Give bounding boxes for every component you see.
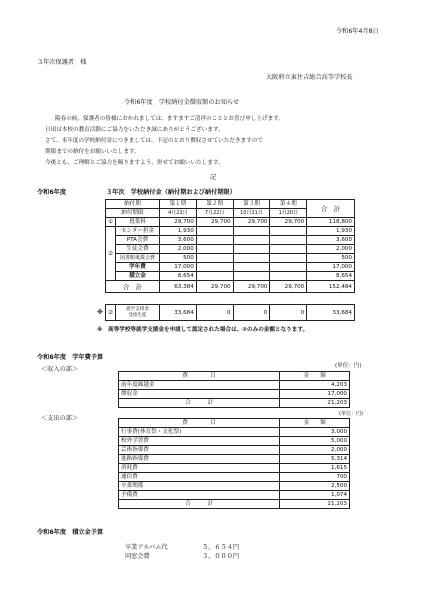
support-total: 33,684 (307, 305, 355, 321)
body-line-4: 期限までの納付をお願いいたします。 (45, 149, 140, 155)
item-first: 2,000 (159, 245, 196, 254)
support-label (116, 305, 160, 321)
item-first: 3,600 (159, 236, 196, 245)
expense-row-label: 校外学習費 (119, 437, 280, 446)
support-2: 0 (196, 305, 233, 321)
item-label: センター担金 (116, 227, 160, 236)
col-label: 納付期 (106, 200, 160, 209)
sum-label: 合 計 (106, 281, 160, 293)
tuition-1: 29,700 (159, 218, 196, 227)
item-total: 500 (307, 254, 355, 263)
item-total: 8,654 (307, 272, 355, 281)
support-mark: ※ (97, 309, 104, 316)
expense-row-amount: 2,000 (280, 446, 350, 455)
body-line-5: 今後とも、ご理解とご協力を賜りますよう、併せてお願いいたします。 (45, 160, 224, 166)
expense-table (118, 418, 350, 509)
unit-label-2: (単位：円) (339, 411, 363, 417)
expense-row-amount: 5,000 (280, 437, 350, 446)
item-first: 500 (159, 254, 196, 263)
item-total: 2,000 (307, 245, 355, 254)
income-table (118, 371, 350, 408)
sum-total: 152,484 (307, 281, 355, 293)
reserve-row-amount: ５，６５４円 (202, 544, 240, 551)
fee-year-label: 令和6年度 (37, 189, 67, 196)
income-row-label: 徴収金 (119, 390, 280, 399)
reserve-row-label: 同窓会費 (125, 553, 150, 560)
income-row-label: 前年度繰越金 (119, 381, 280, 390)
body-line-3: さて、本年度の学校納付金につきましては、下記のとおり徴収させていただきますので (45, 138, 263, 144)
expense-row-label: 消耗費 (119, 464, 280, 473)
ki-mark: 記 (210, 174, 217, 181)
unit-label-1: (単位：円) (335, 363, 362, 369)
support-num: ② (106, 305, 116, 321)
support-label-1: 就学支援金 (125, 306, 149, 312)
period-3: 第３期 (233, 200, 270, 209)
head-item: 費 目 (119, 419, 280, 428)
item-first: 1,930 (159, 227, 196, 236)
deadline-2: 7月22日 (196, 209, 233, 218)
item-label: 生徒会費 (116, 245, 160, 254)
expense-row-amount: 1,074 (280, 491, 350, 500)
tuition-4: 29,700 (270, 218, 307, 227)
income-row-amount: 4,203 (280, 381, 350, 390)
tuition-2: 29,700 (196, 218, 233, 227)
period-2: 第２期 (196, 200, 233, 209)
fee-section-title: ３年次 学校納付金（納付期および納付期限） (106, 189, 236, 196)
deadline-1: 4月22日 (159, 209, 196, 218)
item-total: 3,600 (307, 236, 355, 245)
expense-row-label: 予備費 (119, 491, 280, 500)
period-1: 第１期 (159, 200, 196, 209)
reserve-row-label: 卒業アルバム代 (125, 544, 168, 551)
grade-budget-title: 令和6年度 学年費予算 (37, 354, 104, 361)
item-label: 学年費 (116, 263, 160, 272)
head-item: 費 目 (119, 372, 280, 381)
support-4: 0 (270, 305, 307, 321)
support-3: 0 (233, 305, 270, 321)
reserve-title: 令和6年度 積立金予算 (37, 529, 104, 536)
group2-num: ② (106, 227, 116, 281)
support-1: 33,684 (159, 305, 196, 321)
total-header: 合 計 (307, 200, 355, 218)
expense-label: ＜支出の部＞ (41, 415, 79, 422)
expense-row-label: 卒業関係 (119, 482, 280, 491)
sum-2: 29,700 (196, 281, 233, 293)
item-first: 17,000 (159, 263, 196, 272)
item-total: 1,930 (307, 227, 355, 236)
sum-4: 29,700 (270, 281, 307, 293)
expense-row-label: 通信費 (119, 473, 280, 482)
sender: 大阪府立東住吉総合高等学校長 (266, 74, 353, 81)
tuition-3: 29,700 (233, 218, 270, 227)
expense-row-amount: 3,000 (280, 428, 350, 437)
body-line-2: 日頃は本校の教育活動にご協力をいただき誠にありがとうございます。 (45, 127, 224, 133)
head-amount: 金 額 (280, 372, 350, 381)
date: 令和6年4月8日 (336, 28, 379, 35)
tuition-num: ① (106, 218, 116, 227)
item-label: PTA会費 (116, 236, 160, 245)
body-line-1: 陽春の候、保護者の皆様におかれましては、ますますご清祥のこととお喜び申し上げます。 (55, 116, 284, 122)
item-label: 図書館後援会費 (116, 254, 160, 263)
fee-table (105, 199, 355, 293)
expense-row-amount: 5,314 (280, 455, 350, 464)
expense-row-label: 芸術指導費 (119, 446, 280, 455)
expense-row-amount: 1,615 (280, 464, 350, 473)
income-total: 21,203 (280, 399, 350, 408)
expense-row-amount: 2,500 (280, 482, 350, 491)
support-table (105, 304, 355, 321)
tuition-label: 授業料 (116, 218, 160, 227)
income-label: ＜収入の部＞ (41, 366, 79, 373)
support-label-2: 受給生徒 (128, 312, 147, 318)
item-total: 17,000 (307, 263, 355, 272)
reserve-row-amount: ３，０００円 (202, 553, 240, 560)
sum-3: 29,700 (233, 281, 270, 293)
expense-row-label: 進路指導費 (119, 455, 280, 464)
item-label: 積立金 (116, 272, 160, 281)
expense-row-label: 行事費(体育祭・文化祭) (119, 428, 280, 437)
expense-total: 21,203 (280, 500, 350, 509)
tuition-total: 118,800 (307, 218, 355, 227)
sum-1: 63,384 (159, 281, 196, 293)
expense-row-amount: 700 (280, 473, 350, 482)
income-total-label: 合 計 (119, 399, 280, 408)
expense-total-label: 合 計 (119, 500, 280, 509)
deadline-3: 10月21日 (233, 209, 270, 218)
period-4: 第４期 (270, 200, 307, 209)
deadline-4: 1月20日 (270, 209, 307, 218)
recipient: ３年次保護者 様 (37, 59, 87, 66)
support-note: ※ 高等学校等就学支援金を申請して認定された場合は、②のみの金額となります。 (97, 327, 309, 333)
head-amount: 金 額 (280, 419, 350, 428)
income-row-amount: 17,000 (280, 390, 350, 399)
deadline-label: 納付期限 (106, 209, 160, 218)
page-title: 令和6年度 学校納付金徴収額のお知らせ (124, 99, 240, 106)
item-first: 8,654 (159, 272, 196, 281)
